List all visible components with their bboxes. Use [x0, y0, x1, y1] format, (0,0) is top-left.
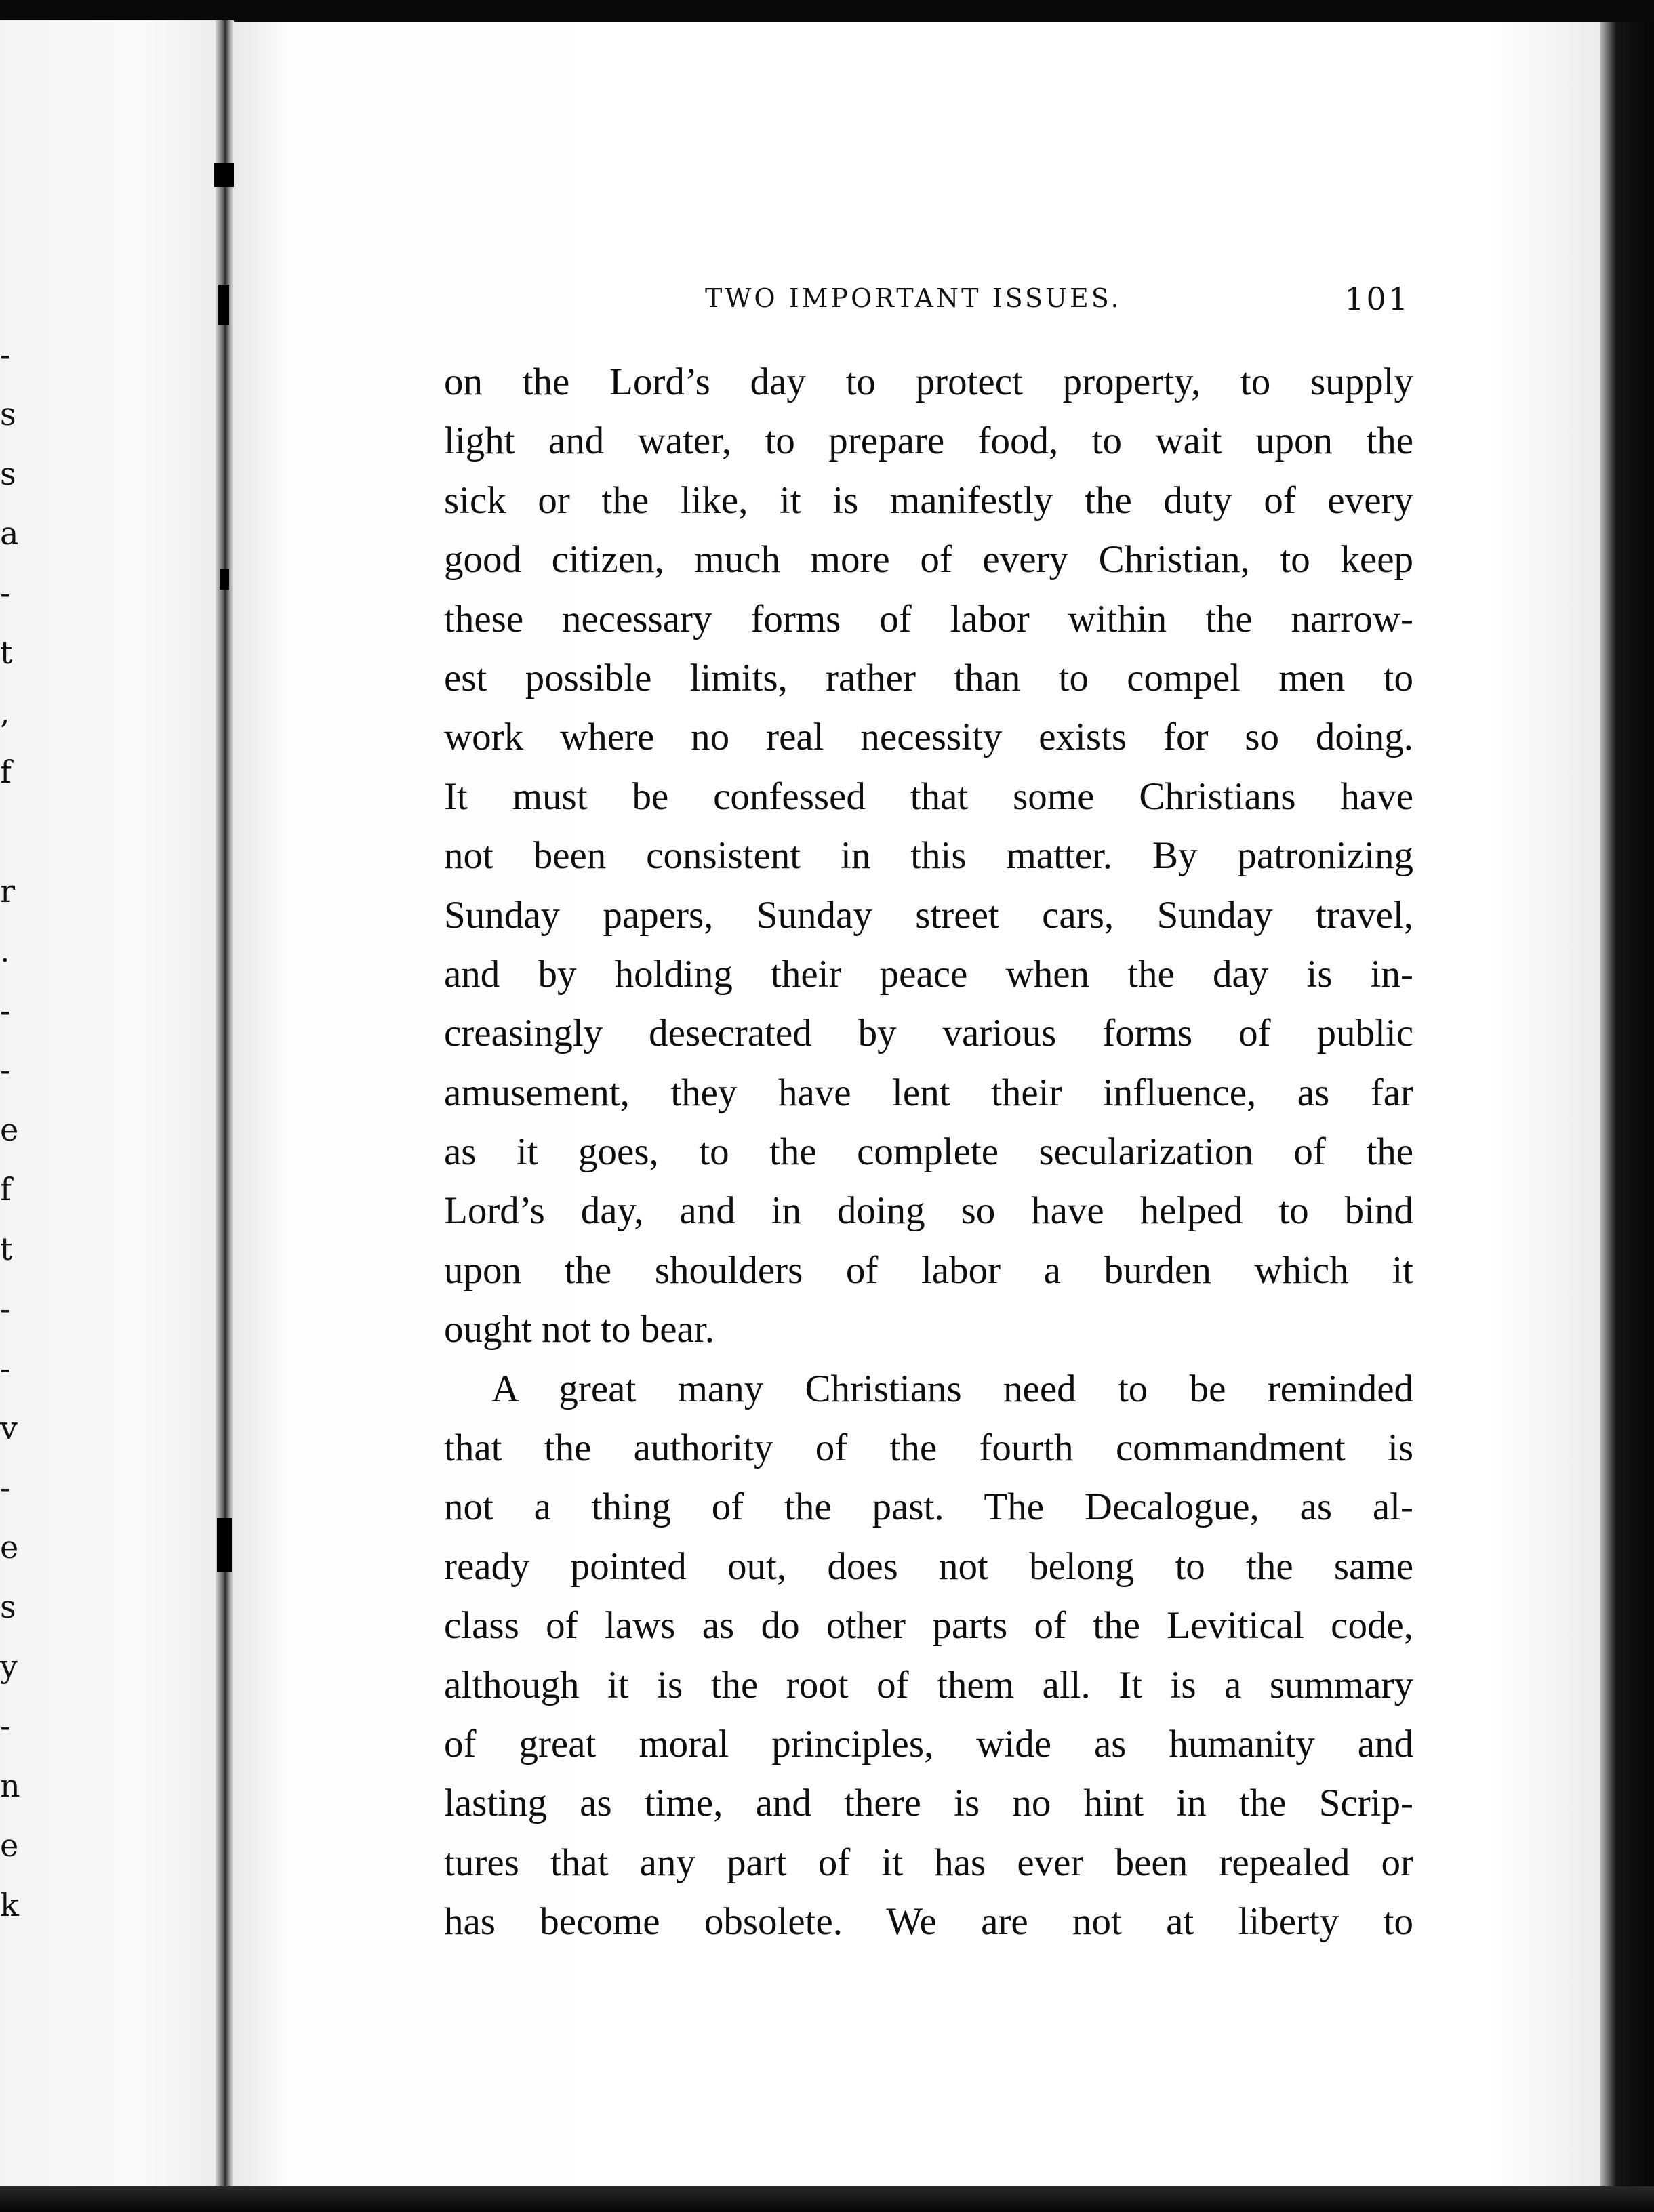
- text-line: A great many Christians need to be reminded: [491, 1367, 1413, 1410]
- page-header: [705, 283, 1410, 324]
- paragraph: [444, 1359, 1413, 1952]
- text-line: not a thing of the past. The Decalogue, as al-: [444, 1486, 1413, 1529]
- fragment-char: s: [0, 455, 16, 492]
- text-line: Lord’s day, and in doing so have helped to bind: [444, 1189, 1413, 1233]
- binding-mark: [214, 163, 235, 187]
- text-line: It must be confessed that some Christians have: [444, 775, 1413, 818]
- fragment-char: -: [0, 1350, 11, 1387]
- binding-mark: [220, 569, 229, 590]
- fragment-char: e: [0, 1529, 19, 1565]
- text-line: ready pointed out, does not belong to the same: [444, 1544, 1413, 1588]
- text-line: ought not to bear.: [444, 1308, 714, 1351]
- fragment-char: -: [0, 336, 11, 373]
- text-line: as it goes, to the complete secularization of the: [444, 1130, 1413, 1174]
- text-line: lasting as time, and there is no hint in the Scrip-: [444, 1782, 1413, 1825]
- text-line: work where no real necessity exists for so doing.: [444, 716, 1413, 759]
- paragraph: [444, 352, 1413, 1359]
- fragment-char: r: [0, 873, 15, 909]
- text-line: of great moral principles, wide as humanity and: [444, 1722, 1413, 1765]
- fragment-char: a: [0, 515, 19, 552]
- fragment-char: -: [0, 992, 11, 1029]
- top-scan-edge: [0, 0, 1654, 23]
- text-line: amusement, they have lent their influence, as far: [444, 1071, 1413, 1114]
- fragment-char: -: [0, 1290, 11, 1327]
- binding-mark: [218, 285, 229, 325]
- text-line: these necessary forms of labor within the narrow-: [444, 597, 1413, 640]
- body-text: [444, 352, 1413, 1952]
- fragment-char: y: [0, 1648, 18, 1685]
- left-page-edge: [0, 20, 234, 2212]
- text-line: on the Lord’s day to protect property, to supply: [444, 361, 1413, 403]
- fragment-char: v: [0, 1410, 18, 1446]
- fragment-char: .: [0, 933, 10, 969]
- fragment-char: ,: [0, 694, 10, 731]
- fragment-char: -: [0, 1052, 11, 1088]
- fragment-char: e: [0, 1111, 19, 1148]
- book-gutter: [216, 20, 233, 2212]
- fragment-char: t: [0, 1231, 13, 1267]
- text-line: sick or the like, it is manifestly the duty of every: [444, 478, 1413, 522]
- text-line: good citizen, much more of every Christian, to keep: [444, 538, 1413, 581]
- text-line: has become obsolete. We are not at liberty to: [444, 1900, 1413, 1944]
- fragment-char: -: [0, 1708, 11, 1744]
- text-line: creasingly desecrated by various forms of public: [444, 1012, 1413, 1055]
- page-number: 101: [1344, 281, 1410, 317]
- text-line: upon the shoulders of labor a burden which it: [444, 1248, 1413, 1292]
- fragment-char: e: [0, 1827, 19, 1864]
- fragment-char: k: [0, 1887, 19, 1923]
- fragment-char: s: [0, 396, 16, 432]
- fragment-char: t: [0, 634, 13, 671]
- text-line: that the authority of the fourth commandment is: [444, 1427, 1413, 1470]
- text-line: class of laws as do other parts of the Levitical code,: [444, 1604, 1413, 1647]
- fragment-char: f: [0, 1171, 12, 1208]
- binding-mark: [217, 1518, 232, 1572]
- text-line: tures that any part of it has ever been repealed or: [444, 1841, 1413, 1884]
- text-line: est possible limits, rather than to compel men to: [444, 656, 1413, 699]
- text-line: Sunday papers, Sunday street cars, Sunday travel,: [444, 893, 1413, 937]
- fragment-char: s: [0, 1589, 16, 1625]
- fragment-char: f: [0, 754, 12, 790]
- fragment-char: -: [0, 1469, 11, 1506]
- text-line: although it is the root of them all. It is a summary: [444, 1663, 1413, 1706]
- fragment-char: -: [0, 575, 11, 611]
- text-line: light and water, to prepare food, to wait upon the: [444, 419, 1413, 463]
- text-line: not been consistent in this matter. By patronizing: [444, 834, 1413, 878]
- right-scan-edge: [1600, 22, 1654, 2212]
- text-line: and by holding their peace when the day is in-: [444, 952, 1413, 996]
- running-head: TWO IMPORTANT ISSUES.: [705, 283, 1122, 313]
- fragment-char: n: [0, 1767, 20, 1804]
- bottom-scan-edge: [0, 2186, 1654, 2212]
